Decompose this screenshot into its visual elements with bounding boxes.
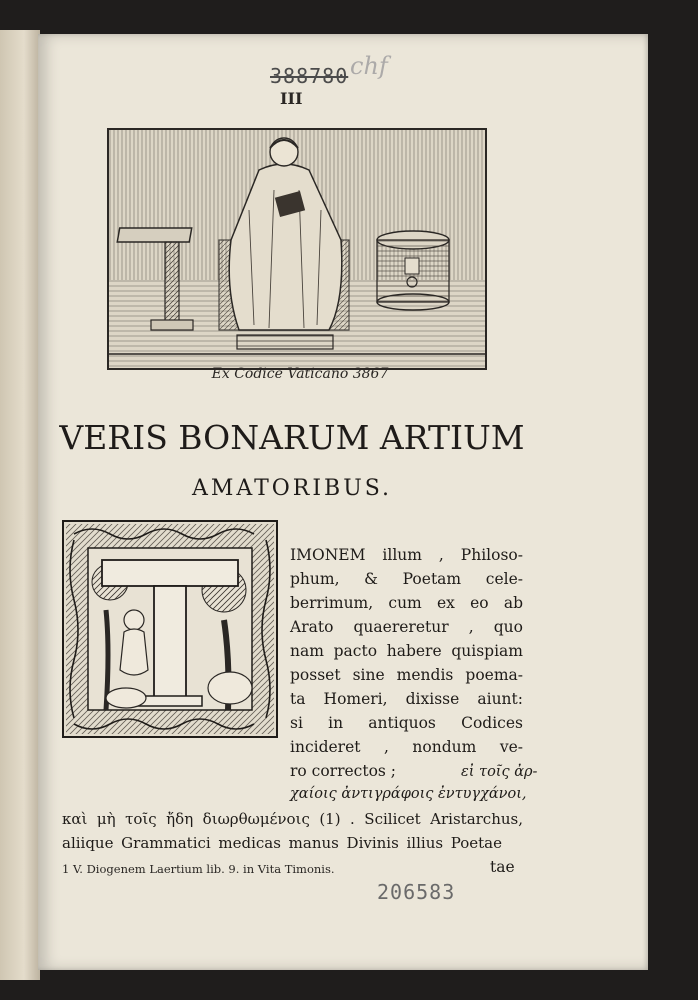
body-line-1: IMONEM illum , Philoso- [290, 546, 523, 564]
body-line-10-latin: ro correctos ; [290, 762, 397, 780]
engraving-caption: Ex Codice Vaticano 3867 [211, 366, 389, 382]
body-line-6: posset sine mendis poema- [290, 666, 523, 684]
library-stamp-top: 388780 [270, 64, 349, 88]
body-line-5: nam pacto habere quispiam [290, 642, 523, 660]
page-number: III [280, 89, 303, 108]
decorated-initial [62, 520, 278, 738]
body-line-2: phum, & Poetam cele- [290, 570, 523, 588]
body-wide-line-1: καὶ μὴ τοῖς ἤδη διωρθωμένοις (1) . Scilicet Aristarchus, [62, 810, 523, 828]
engraving-illustration [107, 128, 487, 370]
footnote: 1 V. Diogenem Laertium lib. 9. in Vita Timonis. [62, 862, 335, 876]
body-line-10 [290, 762, 538, 780]
body-line-9: incideret , nondum ve- [290, 738, 523, 756]
body-line-7: ta Homeri, dixisse aiunt: [290, 690, 523, 708]
body-line-3: berrimum, cum ex eo ab [290, 594, 523, 612]
ornamental-frame-icon [62, 520, 278, 738]
pencil-note: chf [350, 52, 388, 80]
body-line-11-greek: χαίοις ἀντιγράφοις ἐντυγχάνοι, [290, 786, 527, 802]
seated-scholar-engraving [109, 130, 485, 368]
body-wide-line-2: aliique Grammatici medicas manus Divinis illius Poetae [62, 834, 502, 852]
body-line-4: Arato quaereretur , quo [290, 618, 523, 636]
greek-inline: εἰ τοῖς ἀρ- [460, 764, 538, 780]
page-title: VERIS BONARUM ARTIUM [59, 418, 525, 457]
body-line-8: si in antiquos Codices [290, 714, 523, 732]
catchword: tae [490, 858, 515, 876]
page-subtitle: AMATORIBUS. [191, 476, 393, 501]
library-stamp-bottom: 206583 [377, 880, 456, 904]
facing-page-edge [0, 30, 40, 980]
